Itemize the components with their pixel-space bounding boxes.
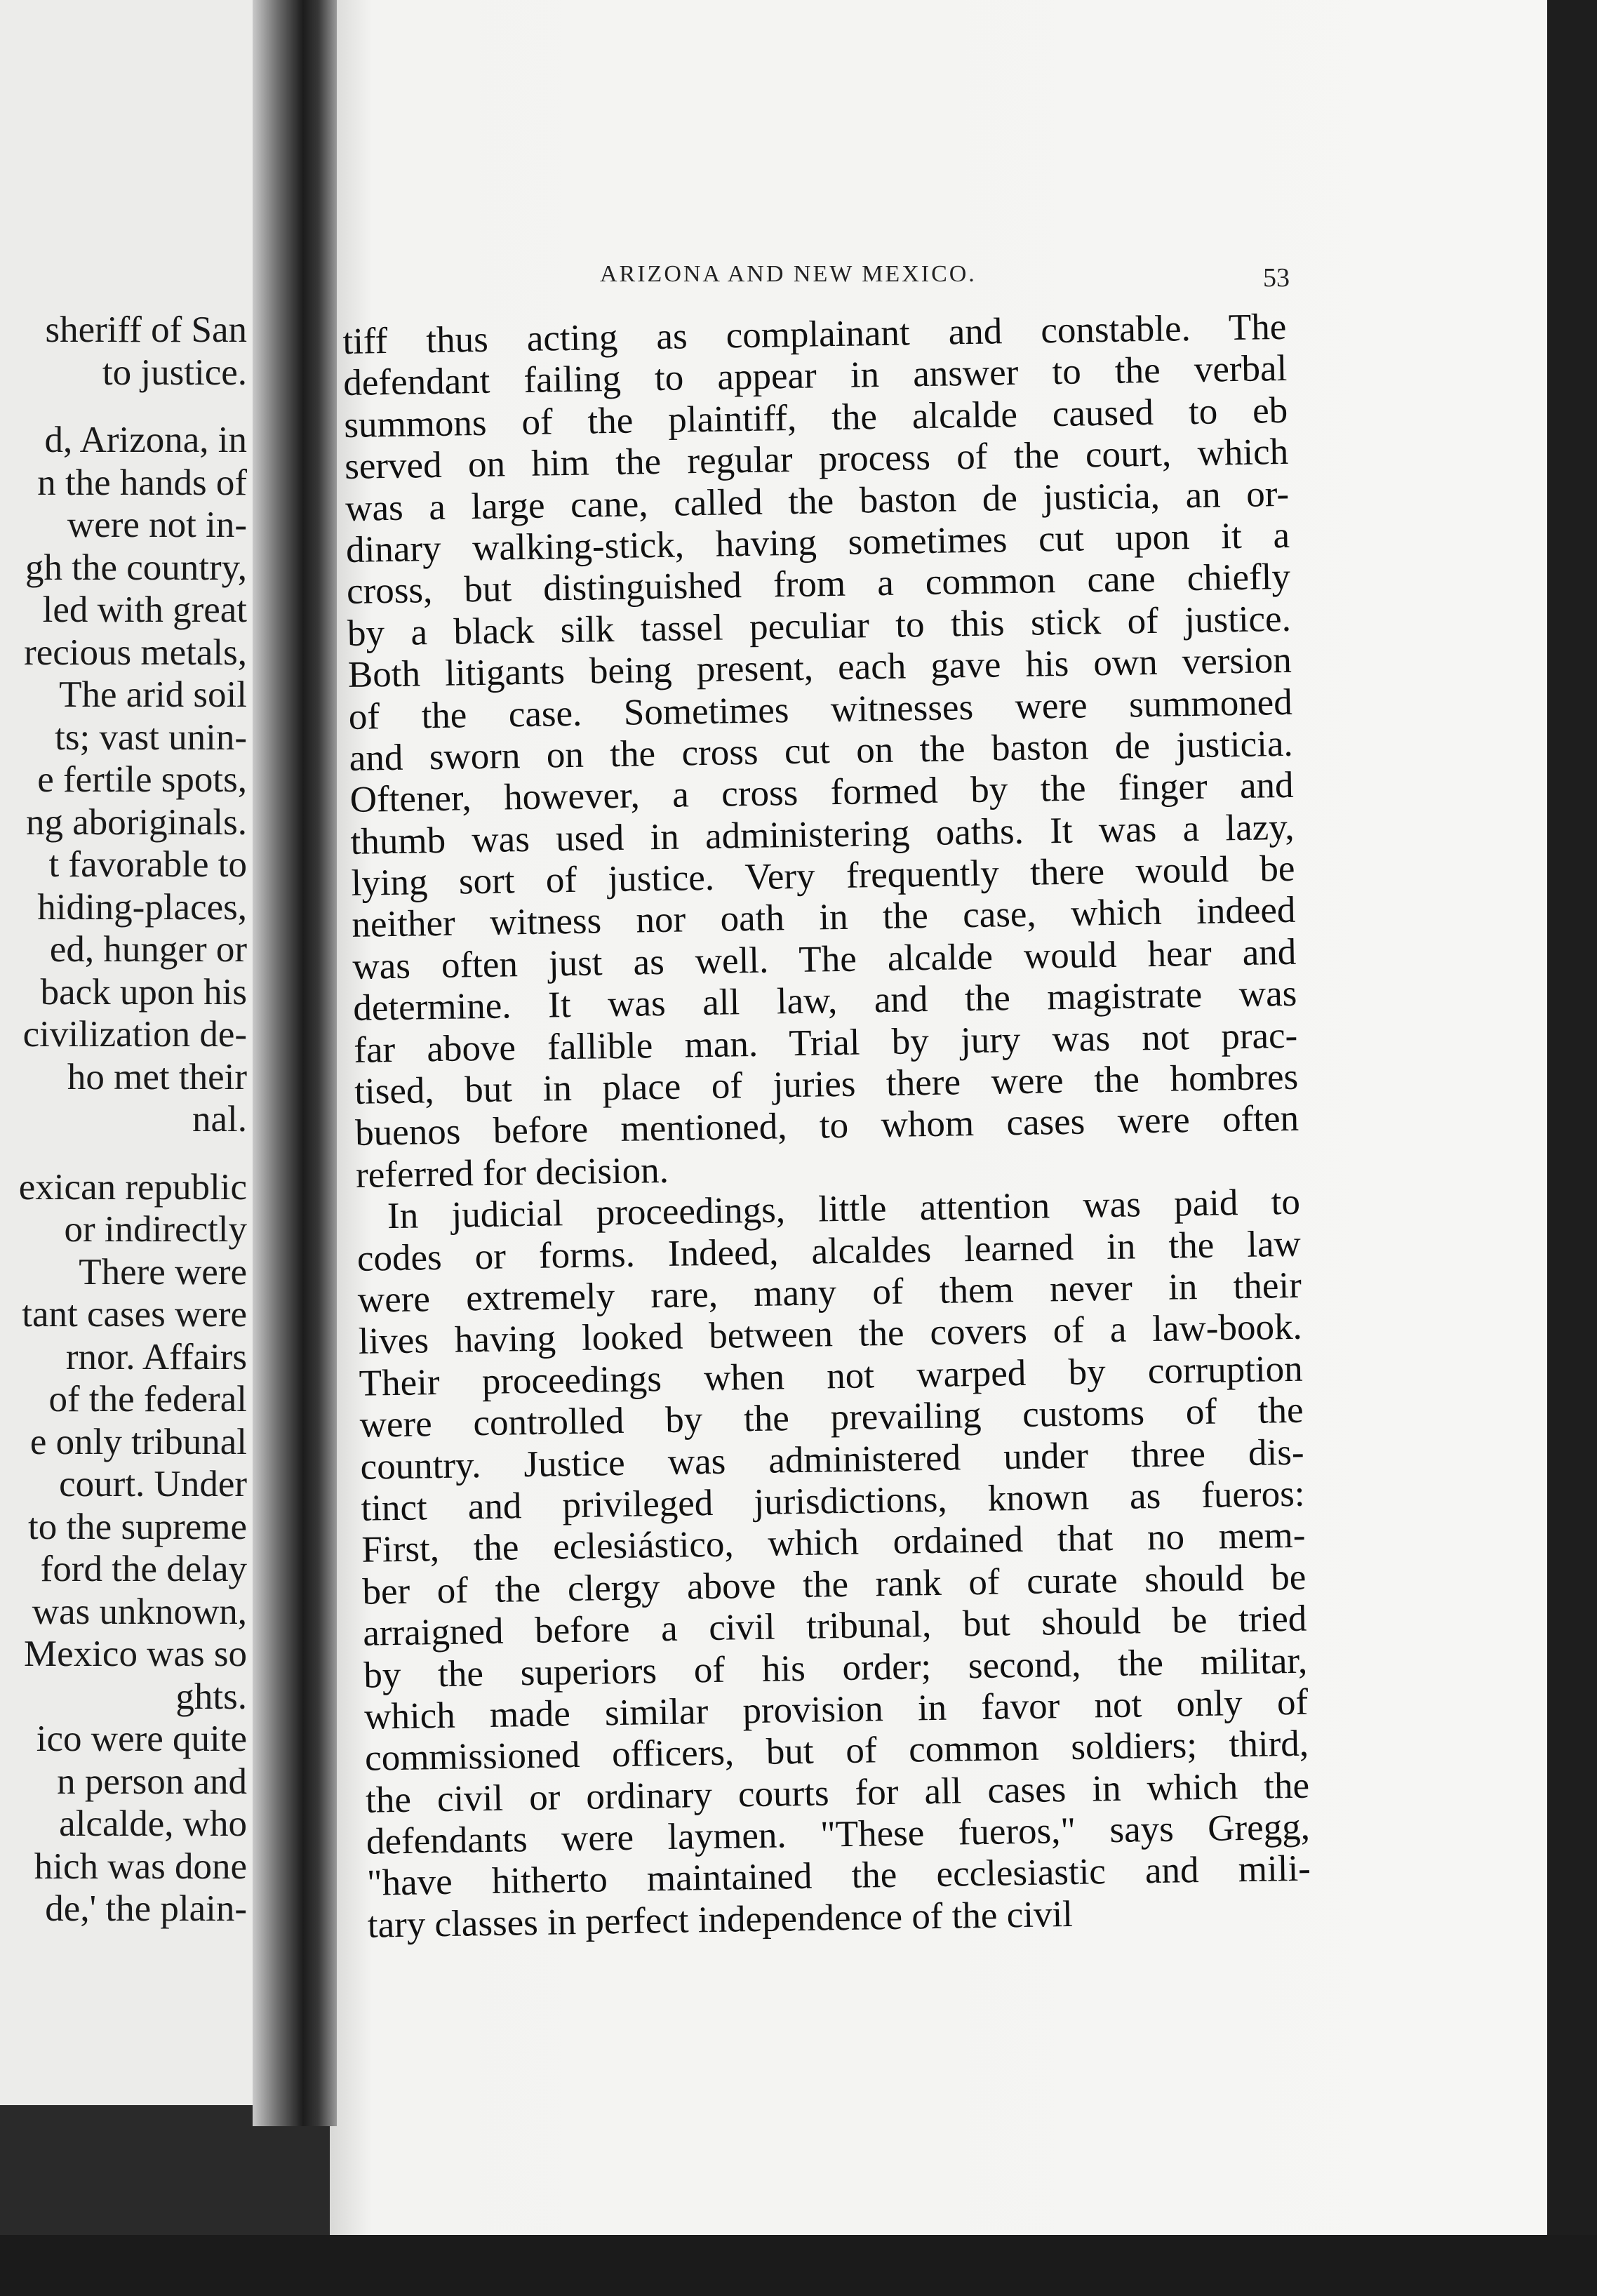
text-line: dinary walking-stick, having sometimes cut upon it a	[345, 514, 1290, 570]
scan-border-bottom	[0, 2235, 1597, 2296]
left-page-line: hiding-places,	[37, 886, 247, 928]
text-line: country. Justice was administered under three dis-	[360, 1431, 1304, 1488]
left-page-line: exican republic	[18, 1166, 247, 1208]
text-line: referred for decision.	[355, 1149, 669, 1196]
left-page-line: alcalde, who	[59, 1803, 247, 1844]
left-page-line: Mexico was so	[24, 1634, 247, 1674]
left-page-line: or indirectly	[64, 1209, 247, 1250]
left-page-line: rnor. Affairs	[65, 1336, 247, 1377]
left-page	[0, 0, 267, 2105]
text-line: Both litigants being present, each gave his own version	[347, 639, 1292, 696]
text-line: determine. It was all law, and the magistrate was	[352, 973, 1297, 1029]
text-line: of the case. Sometimes witnesses were summoned	[348, 681, 1293, 737]
left-page-line: The arid soil	[59, 674, 247, 715]
text-line: tiff thus acting as complainant and constable. The	[342, 306, 1287, 362]
text-line: were controlled by the prevailing customs of the	[359, 1389, 1304, 1446]
text-line: ber of the clergy above the rank of curate should be	[361, 1556, 1307, 1613]
text-line: thumb was used in administering oaths. It was a lazy,	[350, 806, 1295, 862]
text-line: was a large cane, called the baston de justicia, an or-	[345, 473, 1290, 529]
scan-border-right	[1547, 0, 1597, 2296]
text-line: tary classes in perfect independence of the civil	[367, 1893, 1074, 1946]
left-page-line: gh the country,	[25, 547, 247, 588]
left-page-line: de,' the plain-	[45, 1888, 247, 1929]
text-line: tised, but in place of juries there were the hombres	[354, 1056, 1299, 1112]
left-page-line: sheriff of San	[45, 309, 247, 350]
left-page-line: were not in-	[67, 505, 247, 545]
text-line: far above fallible man. Trial by jury was not prac-	[353, 1015, 1298, 1071]
text-line: lives having looked between the covers of a law-book.	[358, 1307, 1303, 1363]
text-line: and sworn on the cross cut on the baston de justicia.	[349, 723, 1294, 779]
text-line: neither witness nor oath in the case, which indeed	[352, 890, 1296, 946]
text-line: summons of the plaintiff, the alcalde caused to eb	[343, 389, 1288, 446]
text-line: the civil or ordinary courts for all cases in which the	[365, 1765, 1310, 1821]
text-line: Oftener, however, a cross formed by the finger and	[349, 765, 1295, 821]
text-line: buenos before mentioned, to whom cases were often	[354, 1098, 1299, 1154]
text-line: In judicial proceedings, little attention was paid to	[387, 1181, 1301, 1237]
left-page-line: was unknown,	[32, 1591, 247, 1632]
left-page-line: ford the delay	[40, 1549, 247, 1589]
text-line: arraigned before a civil tribunal, but should be tried	[362, 1598, 1307, 1654]
left-page-line: to justice.	[102, 352, 247, 393]
left-page-line: court. Under	[59, 1464, 247, 1504]
left-page-line: to the supreme	[27, 1506, 247, 1547]
left-page-line: hich was done	[34, 1846, 247, 1887]
left-page-line: n person and	[57, 1761, 247, 1802]
text-line: were extremely rare, many of them never in their	[357, 1264, 1302, 1321]
text-line: was often just as well. The alcalde would hear and	[352, 931, 1297, 987]
left-page-line: ghts.	[175, 1676, 247, 1717]
left-page-line: ho met their	[67, 1056, 247, 1097]
left-page-line: ico were quite	[36, 1718, 247, 1759]
left-page-line: e only tribunal	[29, 1421, 247, 1462]
left-page-line: d, Arizona, in	[44, 420, 247, 460]
text-line: which made similar provision in favor not only of	[363, 1681, 1309, 1737]
text-line: served on him the regular process of the court, which	[344, 432, 1289, 488]
text-line: Their proceedings when not warped by corruption	[359, 1348, 1304, 1404]
left-page-line: ng aboriginals.	[26, 801, 247, 843]
text-line: defendant failing to appear in answer to the verbal	[342, 348, 1288, 404]
left-page-line	[0, 1141, 247, 1166]
text-line: cross, but distinguished from a common cane chiefly	[346, 556, 1291, 613]
left-page-line: There were	[79, 1251, 247, 1293]
left-page-line: of the federal	[48, 1379, 247, 1420]
text-line: by a black silk tassel peculiar to this stick of justice.	[347, 598, 1292, 654]
left-page-line: civilization de-	[22, 1014, 247, 1055]
running-header: ARIZONA AND NEW MEXICO.	[600, 261, 977, 287]
page-body-text	[342, 307, 1311, 1947]
text-line: by the superiors of his order; second, the militar,	[363, 1640, 1308, 1696]
left-page-line: t favorable to	[48, 844, 247, 885]
left-page-line: n the hands of	[37, 462, 247, 503]
left-page-line: e fertile spots,	[37, 759, 247, 800]
text-line: commissioned officers, but of common soldiers; third,	[364, 1723, 1309, 1780]
text-line: tinct and privileged jurisdictions, known as fueros:	[361, 1473, 1305, 1529]
left-page-line: ed, hunger or	[49, 929, 247, 970]
left-page-line	[0, 394, 247, 419]
text-line: lying sort of justice. Very frequently there would be	[351, 848, 1295, 904]
text-line: First, the eclesiástico, which ordained that no mem-	[361, 1514, 1306, 1571]
left-page-text	[0, 309, 247, 1930]
text-line: "have hitherto maintained the ecclesiastic and mili-	[366, 1848, 1311, 1904]
left-page-line: recious metals,	[24, 632, 247, 673]
left-page-line: led with great	[42, 589, 247, 630]
left-page-line: back upon his	[40, 971, 247, 1013]
text-line: defendants were laymen. "These fueros," says Gregg,	[366, 1806, 1311, 1862]
page-number: 53	[1263, 263, 1290, 293]
left-page-line: nal.	[192, 1099, 247, 1140]
book-gutter-shadow	[253, 0, 337, 2126]
text-line: codes or forms. Indeed, alcaldes learned in the law	[356, 1223, 1302, 1279]
left-page-line: ts; vast unin-	[55, 716, 247, 758]
left-page-line: tant cases were	[22, 1294, 247, 1335]
